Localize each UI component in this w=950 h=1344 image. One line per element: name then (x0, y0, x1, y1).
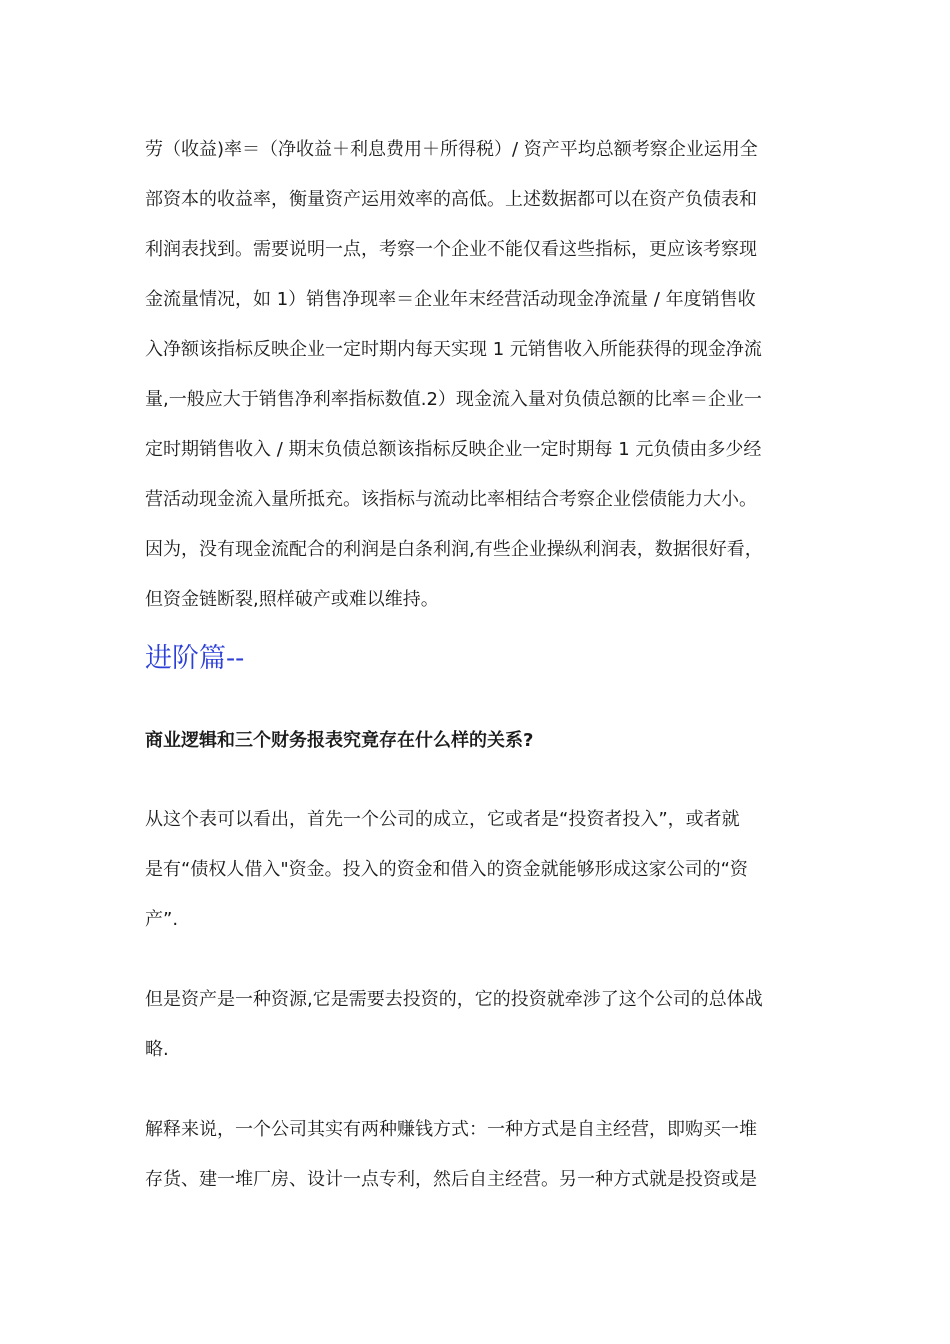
paragraph-1-line-7: 定时期销售收入 / 期末负债总额该指标反映企业一定时期每 1 元负债由多少经 (145, 439, 762, 460)
paragraph-1-line-1: 劳（收益)率＝（净收益＋利息费用＋所得税）/ 资产平均总额考察企业运用全 (145, 139, 758, 160)
paragraph-1-line-10: 但资金链断裂,照样破产或难以维持。 (145, 589, 439, 610)
paragraph-1-line-2: 部资本的收益率，衡量资产运用效率的高低。上述数据都可以在资产负债表和 (145, 189, 757, 210)
paragraph-1-line-6: 量,一般应大于销售净利率指标数值.2）现金流入量对负债总额的比率＝企业一 (145, 389, 762, 410)
paragraph-4-line-1: 解释来说，一个公司其实有两种赚钱方式：一种方式是自主经营，即购买一堆 (145, 1119, 757, 1140)
paragraph-1-line-4: 金流量情况，如 1）销售净现率＝企业年末经营活动现金净流量 / 年度销售收 (145, 289, 756, 310)
paragraph-2-line-1: 从这个表可以看出，首先一个公司的成立，它或者是“投资者投入”，或者就 (145, 809, 740, 830)
section-heading: 进阶篇-- (145, 643, 245, 674)
paragraph-1-line-5: 入净额该指标反映企业一定时期内每天实现 1 元销售收入所能获得的现金净流 (145, 339, 762, 360)
paragraph-3-line-1: 但是资产是一种资源,它是需要去投资的，它的投资就牵涉了这个公司的总体战 (145, 989, 763, 1010)
paragraph-1-line-8: 营活动现金流入量所抵充。该指标与流动比率相结合考察企业偿债能力大小。 (145, 489, 757, 510)
paragraph-3-line-2: 略. (145, 1039, 169, 1060)
paragraph-1-line-3: 利润表找到。需要说明一点，考察一个企业不能仅看这些指标，更应该考察现 (145, 239, 757, 260)
paragraph-2-line-2: 是有“债权人借入"资金。投入的资金和借入的资金就能够形成这家公司的“资 (145, 859, 748, 880)
paragraph-1-line-9: 因为，没有现金流配合的利润是白条利润,有些企业操纵利润表，数据很好看， (145, 539, 763, 560)
paragraph-4-line-2: 存货、建一堆厂房、设计一点专利，然后自主经营。另一种方式就是投资或是 (145, 1169, 757, 1190)
question-heading: 商业逻辑和三个财务报表究竟存在什么样的关系? (145, 730, 534, 751)
paragraph-2-line-3: 产”. (145, 909, 179, 930)
